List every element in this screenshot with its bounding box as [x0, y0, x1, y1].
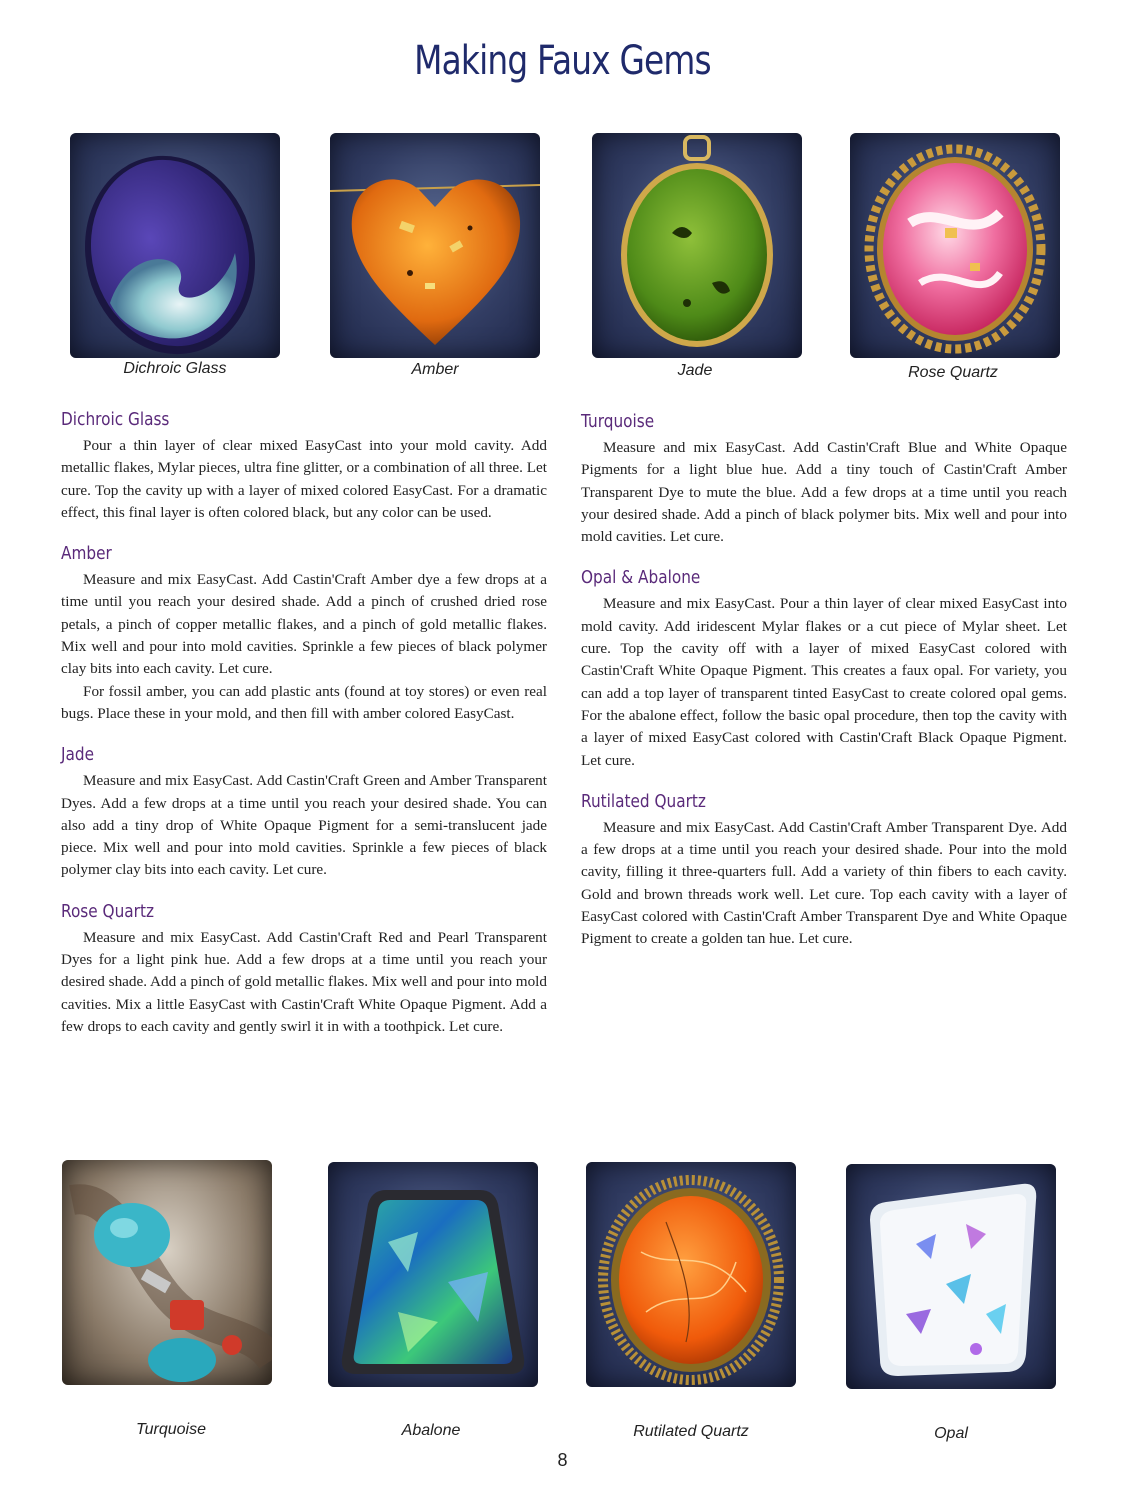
turquoise-photo — [62, 1160, 272, 1385]
page-number: 8 — [557, 1450, 568, 1470]
rose-quartz-photo — [850, 133, 1060, 358]
right-column — [581, 411, 1067, 970]
section-title: Rose Quartz — [61, 900, 154, 922]
caption-amber: Amber — [411, 361, 459, 378]
caption-jade: Jade — [677, 362, 713, 379]
turquoise-bracelet-icon — [62, 1160, 272, 1385]
abalone-photo — [328, 1162, 538, 1387]
section-opal-abalone — [581, 567, 1067, 771]
opal-gem-icon — [846, 1164, 1056, 1389]
rose-quartz-pendant-gem-icon — [850, 133, 1060, 358]
amber-photo — [330, 133, 540, 358]
section-paragraph: Measure and mix EasyCast. Pour a thin layer of clear mixed EasyCast into mold cavity. Add iridescent Mylar flakes or a cut piece of Mylar sheet. Let cure. Top the cavity off with a layer of mixed EasyCast colored with Castin'Craft White Opaque Pigment. This creates a faux opal. For variety, you can add a top layer of transparent tinted EasyCast to create colored opal gems. For the abalone effect, follow the basic opal procedure, then top the cavity with a layer of mixed EasyCast colored with Castin'Craft Black Opaque Pigment. Let cure. — [581, 595, 1067, 769]
section-paragraph: For fossil amber, you can add plastic ants (found at toy stores) or even real bugs. Place these in your mold, and then fill with amber colored EasyCast. — [61, 682, 547, 722]
caption-abalone: Abalone — [401, 1422, 461, 1439]
section-rutilated-quartz — [581, 791, 1067, 951]
section-paragraph: Measure and mix EasyCast. Add Castin'Craft Amber Transparent Dye. Add a few drops at a time until you reach your desired shade. Pour into the mold cavity, filling it three-quarters full. Add a variety of thin fibers to each cavity. Gold and brown threads work well. Let cure. Top each cavity with a layer of EasyCast colored with Castin'Craft Amber Transparent Dye and White Opaque Pigment to create a golden tan hue. Let cure. — [581, 818, 1067, 948]
caption-turquoise: Turquoise — [136, 1421, 206, 1438]
section-paragraph: Measure and mix EasyCast. Add Castin'Craft Amber dye a few drops at a time until you reach your desired shade. Add a pinch of crushed dried rose petals, a pinch of copper metallic flakes, and a pinch of gold metallic flakes. Mix well and pour into mold cavities. Sprinkle a few pieces of black polymer clay bits into each cavity. Let cure. — [61, 571, 547, 678]
section-title: Jade — [61, 744, 95, 766]
rutilated-quartz-pendant-icon — [586, 1162, 796, 1387]
jade-pendant-gem-icon — [592, 133, 802, 358]
left-column — [61, 409, 547, 1057]
section-title: Amber — [61, 543, 112, 565]
section-title: Opal & Abalone — [581, 567, 701, 589]
jade-photo — [592, 133, 802, 358]
caption-rutilated-quartz: Rutilated Quartz — [633, 1423, 749, 1440]
section-paragraph: Measure and mix EasyCast. Add Castin'Craft Green and Amber Transparent Dyes. Add a few drops at a time until you reach your desired shade. You can also add a tiny drop of White Opaque Pigment for a semi-translucent jade piece. Mix well and pour into mold cavities. Sprinkle a few pieces of black polymer clay bits into each cavity. Let cure. — [61, 772, 547, 879]
section-turquoise — [581, 411, 1067, 548]
caption-opal: Opal — [934, 1425, 968, 1442]
section-amber — [61, 543, 547, 725]
section-paragraph: Pour a thin layer of clear mixed EasyCast into your mold cavity. Add metallic flakes, Mylar pieces, ultra fine glitter, or a combination of all three. Let cure. Top the cavity up with a layer of mixed colored EasyCast. For a dramatic effect, this final layer is often colored black, but any color can be used. — [61, 437, 547, 521]
caption-dichroic-glass: Dichroic Glass — [123, 360, 227, 377]
section-paragraph: Measure and mix EasyCast. Add Castin'Craft Blue and White Opaque Pigments for a light blue hue. Add a tiny touch of Castin'Craft Amber Transparent Dye to mute the blue. Add a few drops at a time until you reach your desired shade. Add a pinch of black polymer bits. Mix well and pour into mold cavities. Let cure. — [581, 439, 1067, 546]
page-title: Making Faux Gems — [414, 38, 711, 84]
section-title: Turquoise — [581, 411, 655, 432]
dichroic-glass-gem-icon — [70, 133, 280, 358]
section-title: Dichroic Glass — [61, 409, 170, 430]
section-dichroic-glass — [61, 409, 547, 524]
section-title: Rutilated Quartz — [581, 790, 706, 812]
section-rose-quartz — [61, 901, 547, 1038]
abalone-gem-icon — [328, 1162, 538, 1387]
rutilated-quartz-photo — [586, 1162, 796, 1387]
section-paragraph: Measure and mix EasyCast. Add Castin'Craft Red and Pearl Transparent Dyes for a light pink hue. Add a few drops at a time until you reach your desired shade. Add a pinch of gold metallic flakes. Mix well and pour into mold cavities. Mix a little EasyCast with Castin'Craft White Opaque Pigment. Add a few drops to each cavity and gently swirl it in with a toothpick. Let cure. — [61, 928, 547, 1035]
opal-photo — [846, 1164, 1056, 1389]
caption-rose-quartz: Rose Quartz — [908, 364, 998, 381]
amber-heart-gem-icon — [330, 133, 540, 358]
section-jade — [61, 744, 547, 881]
dichroic-glass-photo — [70, 133, 280, 358]
